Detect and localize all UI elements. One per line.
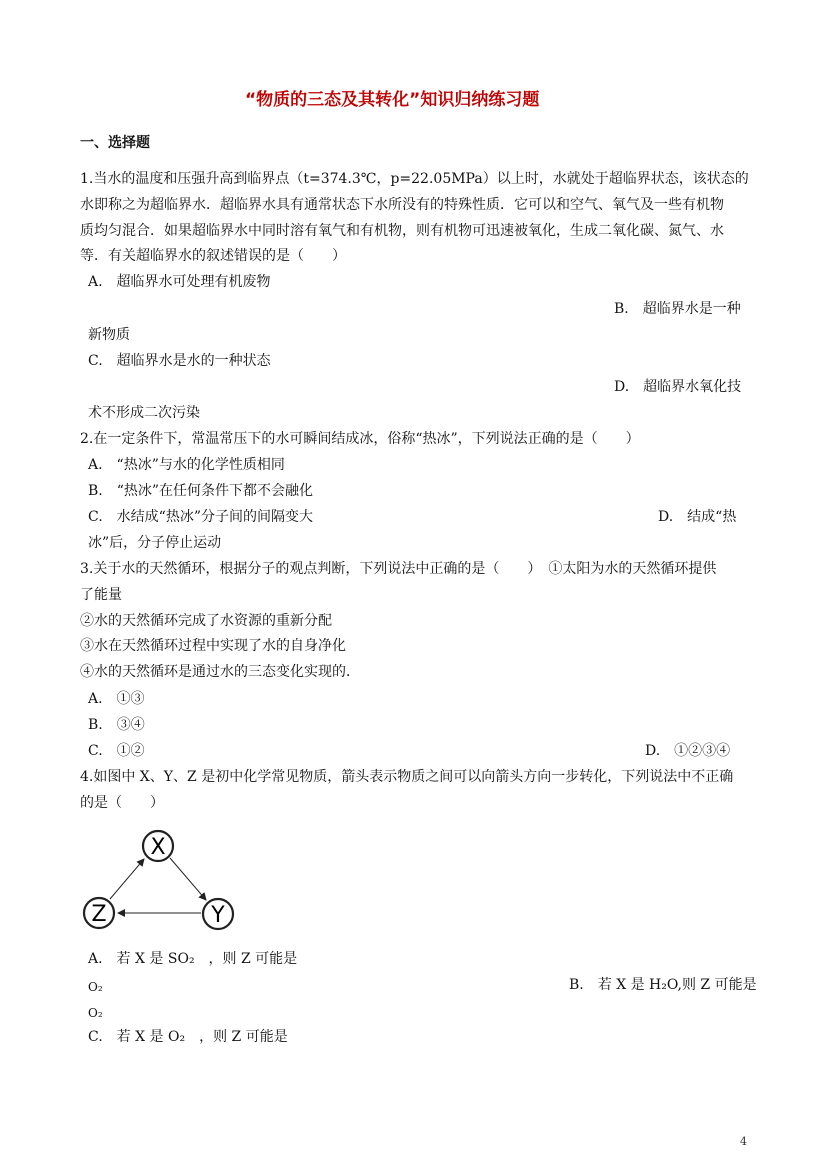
q1-line-1: 1.当水的温度和压强升高到临界点（t=374.3℃，p=22.05MPa）以上时，水就处于超临界状态，该状态的 (80, 171, 749, 187)
arrow-x-to-y (170, 858, 206, 900)
q3-line-2: 了能量 (80, 587, 122, 603)
q3-option-a: A. ①③ (88, 691, 145, 707)
q2-option-d: D. 结成“热 (658, 509, 737, 525)
q1-line-3: 质均匀混合．如果超临界水中同时溶有氧气和有机物，则有机物可迅速被氧化，生成二氧化碳、氮气、水 (80, 223, 724, 239)
q2-line: 2.在一定条件下，常温常压下的水可瞬间结成冰，俗称“热冰”，下列说法正确的是（ ） (80, 431, 640, 447)
q1-option-c: C. 超临界水是水的一种状态 (88, 353, 271, 369)
q4-option-c: C. 若 X 是 O₂ ，则 Z 可能是 (88, 1029, 288, 1045)
page-number: 4 (740, 1135, 747, 1148)
node-x-label: X (150, 835, 166, 860)
xyz-conversion-diagram (80, 820, 240, 938)
arrow-z-to-x (110, 859, 144, 899)
q4-option-b-cont: O₂ (88, 1006, 103, 1020)
q1-line-2: 水即称之为超临界水．超临界水具有通常状态下水所没有的特殊性质．它可以和空气、氧气及一些有机物 (80, 197, 724, 213)
q2-option-d-cont: 冰”后，分子停止运动 (88, 535, 222, 551)
q1-option-d-cont: 术不形成二次污染 (88, 405, 200, 421)
q2-option-c: C. 水结成“热冰”分子间的间隔变大 (88, 509, 313, 525)
q4-option-a-cont: O₂ (88, 980, 103, 994)
q1-option-b: B. 超临界水是一种 (614, 301, 741, 317)
q1-option-b-cont: 新物质 (88, 327, 130, 343)
q3-line-3: ②水的天然循环完成了水资源的重新分配 (80, 613, 332, 629)
q4-line-1: 4.如图中 X、Y、Z 是初中化学常见物质，箭头表示物质之间可以向箭头方向一步转化，下列说法中不正确 (80, 769, 734, 785)
q1-line-4: 等．有关超临界水的叙述错误的是（ ） (80, 248, 346, 264)
q3-option-c: C. ①② (88, 743, 145, 759)
q2-option-b: B. “热冰”在任何条件下都不会融化 (88, 483, 314, 499)
q4-option-a: A. 若 X 是 SO₂ ，则 Z 可能是 (88, 951, 298, 967)
q3-option-d: D. ①②③④ (645, 743, 731, 759)
page-title: “物质的三态及其转化”知识归纳练习题 (245, 90, 540, 110)
q1-option-a: A. 超临界水可处理有机废物 (88, 274, 271, 290)
q4-line-2: 的是（ ） (80, 795, 164, 811)
node-y-label: Y (211, 903, 225, 928)
q3-line-1: 3.关于水的天然循环，根据分子的观点判断，下列说法中正确的是（ ） ①太阳为水的天然循环提供 (80, 561, 717, 577)
q4-option-b: B. 若 X 是 H₂O,则 Z 可能是 (569, 977, 757, 993)
q2-option-a: A. “热冰”与水的化学性质相同 (88, 457, 285, 473)
q3-option-b: B. ③④ (88, 717, 145, 733)
node-z-label: Z (91, 902, 107, 927)
q3-line-5: ④水的天然循环是通过水的三态变化实现的． (80, 664, 360, 680)
q3-line-4: ③水在天然循环过程中实现了水的自身净化 (80, 638, 346, 654)
q1-option-d: D. 超临界水氧化技 (614, 379, 742, 395)
section-heading: 一、选择题 (80, 135, 150, 151)
